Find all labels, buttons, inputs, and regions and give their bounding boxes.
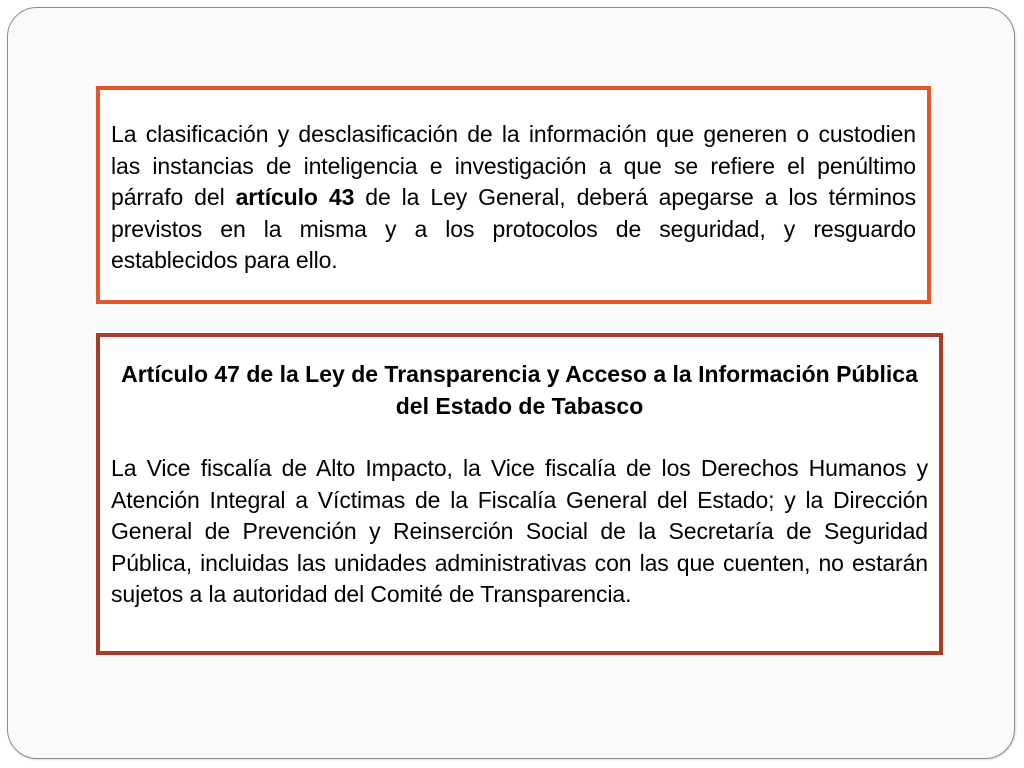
paragraph-classification-end: de la Ley General, deberá apegarse a los términos previstos en la misma y a los protocolos de seguridad, y resguardo establecidos para ello. <box>111 184 916 273</box>
paragraph-classification-start: La clasificación y desclasificación de la información que generen o custodien las instancias de inteligencia e investigación a que se refiere el penúltimo párrafo del <box>111 121 916 210</box>
article-47-heading: Artículo 47 de la Ley de Transparencia y Acceso a la Información Pública del Estado de Tabasco <box>121 361 918 419</box>
article-47-body: La Vice fiscalía de Alto Impacto, la Vice fiscalía de los Derechos Humanos y Atención Integral a Víctimas de la Fiscalía General del Estado; y la Dirección General de Prevención y Reinserción Social de la Secretaría de Seguridad Pública, incluidas las unidades administrativas con las que cuenten, no estarán sujetos a la autoridad del Comité de Transparencia. <box>111 455 928 607</box>
text-box-general-law <box>96 86 931 304</box>
paragraph-classification <box>111 119 916 277</box>
text-box-article-47 <box>96 333 943 655</box>
article-43-reference: artículo 43 <box>235 184 355 210</box>
